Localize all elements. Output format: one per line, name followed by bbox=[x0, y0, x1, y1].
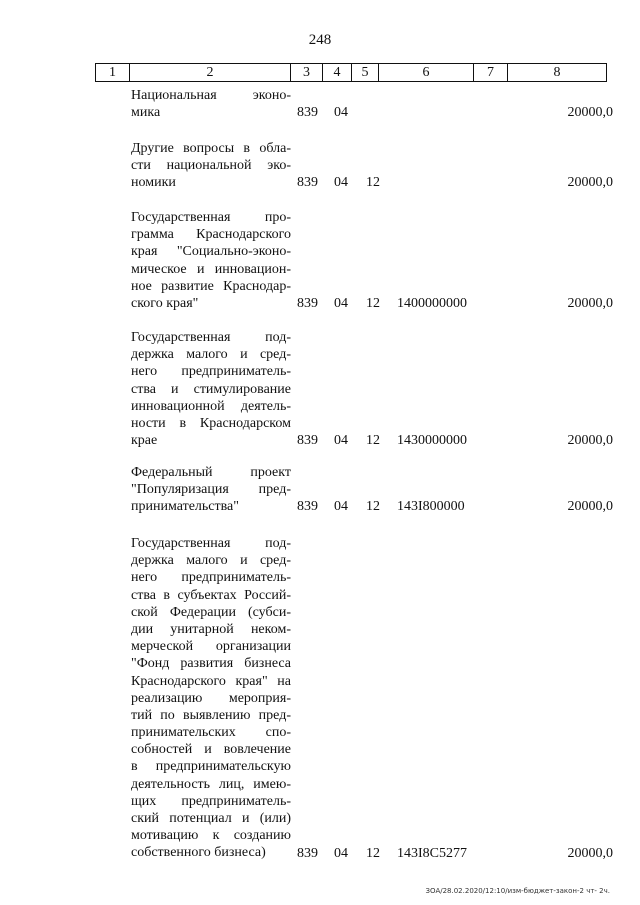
row-name-line: "Популяризация пред- bbox=[131, 482, 291, 498]
row-name-line: держка малого и сред- bbox=[131, 553, 291, 569]
row-name-line: принимательства" bbox=[131, 499, 239, 515]
footer-file-stamp: ЗОА/28.02.2020/12:10/изм-бюджет-закон-2 чт- 2ч. bbox=[425, 887, 610, 895]
row-name-line: Краснодарского края" на bbox=[131, 673, 291, 689]
row-name-line: мическое и инновацион- bbox=[131, 261, 291, 277]
row-name-line: собственного бизнеса) bbox=[131, 845, 266, 861]
row-name-line: ности в Краснодарском bbox=[131, 415, 291, 431]
row-name-line: мотивацию к созданию bbox=[131, 828, 291, 844]
row-name bbox=[131, 535, 291, 862]
row-name-line: Другие вопросы в обла- bbox=[131, 141, 291, 156]
row-name-line: Федеральный проект bbox=[131, 465, 291, 480]
column-header-7: 7 bbox=[474, 64, 508, 82]
cell-ministry-code: 839 bbox=[297, 499, 318, 515]
row-name-line: ное развитие Краснодар- bbox=[131, 278, 291, 294]
cell-amount: 20000,0 bbox=[567, 175, 613, 191]
row-name-line: "Фонд развития бизнеса bbox=[131, 656, 291, 672]
cell-ministry-code: 839 bbox=[297, 845, 318, 861]
column-header-2: 2 bbox=[130, 64, 291, 82]
row-name-line: Государственная под- bbox=[131, 536, 291, 551]
row-name bbox=[131, 140, 291, 192]
cell-amount: 20000,0 bbox=[567, 845, 613, 861]
cell-amount: 20000,0 bbox=[567, 105, 613, 121]
cell-amount: 20000,0 bbox=[567, 499, 613, 515]
cell-subsection: 12 bbox=[366, 175, 380, 191]
row-name-line: ства в субъектах Россий- bbox=[131, 587, 291, 603]
cell-subsection: 12 bbox=[366, 499, 380, 515]
cell-ministry-code: 839 bbox=[297, 175, 318, 191]
cell-amount: 20000,0 bbox=[567, 433, 613, 449]
cell-section: 04 bbox=[334, 499, 348, 515]
cell-target-article: 143I800000 bbox=[397, 499, 465, 515]
row-name-line: принимательских спо- bbox=[131, 725, 291, 741]
cell-section: 04 bbox=[334, 845, 348, 861]
column-header-5: 5 bbox=[352, 64, 379, 82]
page-number: 248 bbox=[308, 32, 332, 48]
row-name-line: Государственная под- bbox=[131, 330, 291, 345]
column-header-table bbox=[95, 63, 607, 82]
row-name-line: ской Федерации (субси- bbox=[131, 604, 291, 620]
row-name-line: собностей и вовлечение bbox=[131, 742, 291, 758]
row-name-line: ства и стимулирование bbox=[131, 381, 291, 397]
cell-ministry-code: 839 bbox=[297, 296, 318, 311]
cell-target-article: 143I8C5277 bbox=[397, 845, 467, 861]
cell-ministry-code: 839 bbox=[297, 105, 318, 121]
row-name-line: тий по выявлению пред- bbox=[131, 707, 291, 723]
row-name-line: в предпринимательскую bbox=[131, 759, 291, 775]
cell-amount: 20000,0 bbox=[567, 296, 613, 311]
cell-ministry-code: 839 bbox=[297, 433, 318, 449]
row-name-line: деятельность лиц, имею- bbox=[131, 776, 291, 792]
row-name bbox=[131, 464, 291, 516]
cell-section: 04 bbox=[334, 296, 348, 311]
cell-target-article: 1430000000 bbox=[397, 433, 467, 449]
row-name-line: держка малого и сред- bbox=[131, 347, 291, 363]
cell-section: 04 bbox=[334, 105, 348, 121]
row-name-line: крае bbox=[131, 433, 158, 449]
cell-section: 04 bbox=[334, 175, 348, 191]
column-header-1: 1 bbox=[96, 64, 130, 82]
row-name-line: мерческой организации bbox=[131, 639, 291, 655]
cell-subsection: 12 bbox=[366, 296, 380, 311]
row-name-line: щих предприниматель- bbox=[131, 793, 291, 809]
row-name-line: края "Социально-эконо- bbox=[131, 244, 291, 260]
column-header-3: 3 bbox=[291, 64, 323, 82]
row-name-line: инновационной деятель- bbox=[131, 398, 291, 414]
column-header-8: 8 bbox=[508, 64, 607, 82]
row-name-line: дии унитарной неком- bbox=[131, 621, 291, 637]
cell-section: 04 bbox=[334, 433, 348, 449]
row-name-line: ский потенциал и (или) bbox=[131, 811, 291, 826]
row-name bbox=[131, 87, 291, 121]
column-header-6: 6 bbox=[379, 64, 474, 82]
cell-subsection: 12 bbox=[366, 433, 380, 449]
cell-subsection: 12 bbox=[366, 845, 380, 861]
row-name-line: мика bbox=[131, 105, 161, 121]
row-name-line: сти национальной эко- bbox=[131, 158, 291, 174]
row-name-line: грамма Краснодарского bbox=[131, 227, 291, 243]
column-header-row bbox=[96, 64, 607, 82]
column-header-4: 4 bbox=[323, 64, 352, 82]
row-name-line: него предприниматель- bbox=[131, 364, 291, 380]
row-name-line: Государственная про- bbox=[131, 210, 291, 225]
row-name bbox=[131, 329, 291, 449]
row-name-line: ского края" bbox=[131, 295, 199, 311]
cell-target-article: 1400000000 bbox=[397, 296, 467, 311]
row-name-line: реализацию мероприя- bbox=[131, 690, 291, 706]
row-name-line: него предприниматель- bbox=[131, 570, 291, 586]
row-name-line: номики bbox=[131, 175, 176, 191]
row-name bbox=[131, 209, 291, 312]
row-name-line: Национальная эконо- bbox=[131, 88, 291, 103]
